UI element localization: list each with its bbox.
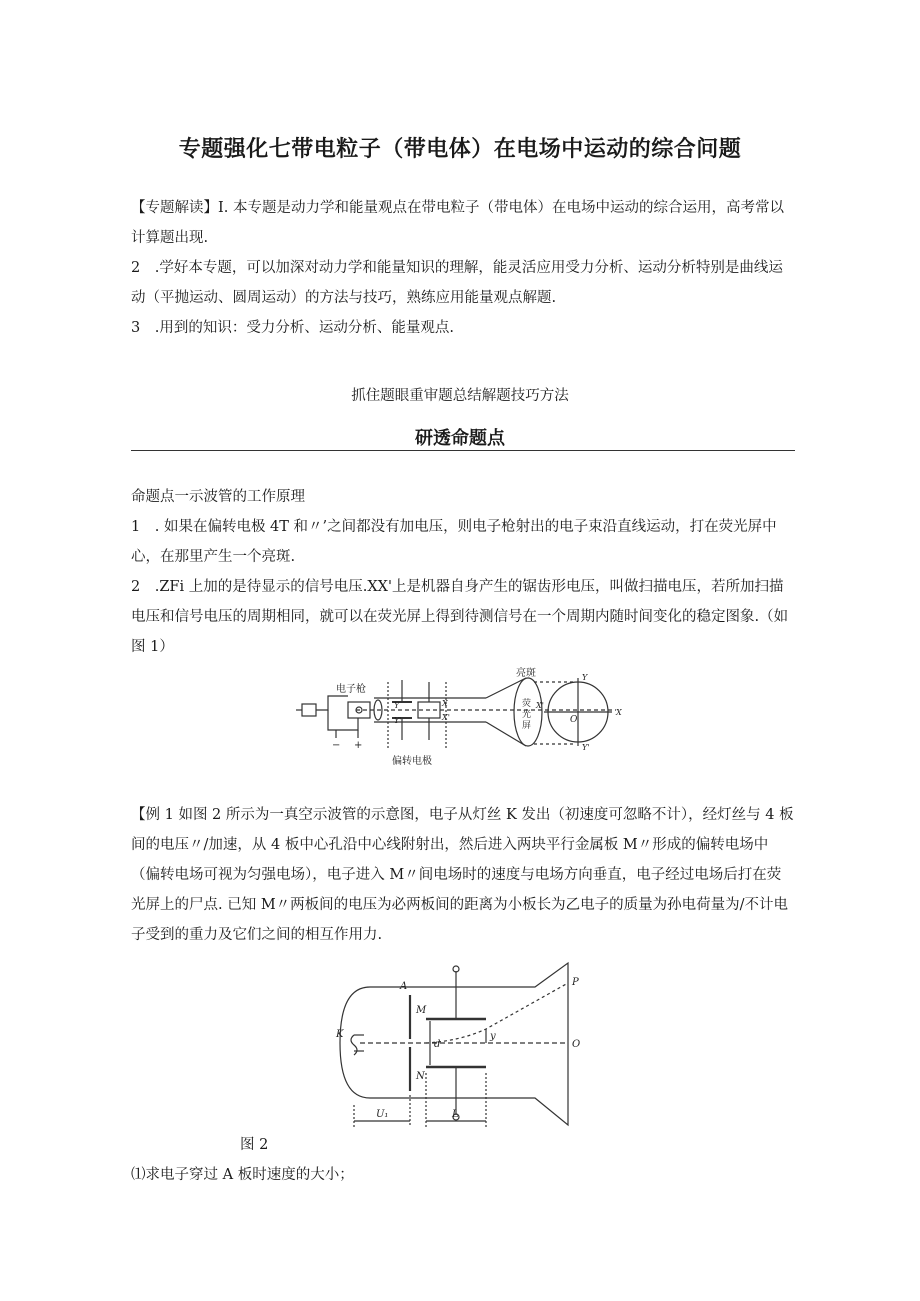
fig1-electrode-label: 偏转电极 (392, 756, 432, 767)
subtitle: 抓住题眼重审题总结解题技巧方法 (351, 388, 569, 404)
fig1-minus-sign: − (332, 740, 341, 751)
fig1-screen-yprime-label: Y' (582, 743, 590, 752)
fig1-yprime-label: Y' (394, 716, 402, 725)
topic-heading: 命题点一示波管的工作原理 (131, 489, 305, 505)
fig2-offset-y-label: y (490, 1031, 496, 1042)
figure-2-caption: 图 2 (240, 1137, 269, 1153)
fig2-point-o-label: O (572, 1039, 581, 1050)
fig1-spot-label: 亮斑 (516, 668, 536, 679)
fig1-screen-label-1: 荧 (522, 699, 532, 709)
fig1-xprime-label: X' (442, 713, 450, 722)
fig2-length-l-label: L (452, 1109, 459, 1120)
fig2-voltage-u1-label: U₁ (376, 1109, 389, 1120)
fig1-x-label: X (442, 699, 448, 708)
fig1-screen-x-label: X (616, 708, 622, 717)
intro-paragraph-2: 2 .学好本专题，可以加深对动力学和能量知识的理解，能灵活应用受力分析、运动分析特别是曲线运动（平抛运动、圆周运动）的方法与技巧，熟练应用能量观点解题. (131, 260, 783, 306)
fig1-screen-xprime-label: X' (536, 701, 544, 710)
intro-paragraph-3: 3 .用到的知识：受力分析、运动分析、能量观点. (131, 320, 454, 336)
example-1-text: 【例 1 如图 2 所示为一真空示波管的示意图，电子从灯丝 K 发出（初速度可忽略不计），经灯丝与 4 板间的电压〃/加速，从 4 板中心孔沿中心线附射出，然后进入两块平行金属板 M〃形成的偏转电场中（偏转电场可视为匀强电场），电子进入 M〃间电场时的速度与电场方向垂直，电子经过电场后打在荧光屏上的尸点. 已知 M〃两板间的电压为必两板间的距离为小板长为乙电子的质量为孙电荷量为/不计电子受到的重力及它们之间的相互作用力. (131, 807, 794, 943)
question-1: ⑴求电子穿过 A 板时速度的大小； (131, 1167, 354, 1183)
fig2-plate-m-label: M (416, 1005, 427, 1016)
fig2-distance-d-label: d (434, 1039, 441, 1050)
fig1-origin-label: O (570, 715, 578, 725)
fig1-screen-label-3: 屏 (522, 721, 532, 731)
fig2-plate-n-label: N (416, 1071, 425, 1082)
fig2-plate-a-label: A (400, 981, 408, 992)
page-title: 专题强化七带电粒子（带电体）在电场中运动的综合问题 (178, 137, 742, 162)
fig1-screen-y-label: Y (582, 673, 588, 682)
fig1-plus-sign: + (354, 740, 363, 751)
topic-paragraph-2: 2 .ZFi 上加的是待显示的信号电压.XX'上是机器自身产生的锯齿形电压，叫做扫描电压，若所加扫描电压和信号电压的周期相同，就可以在荧光屏上得到待测信号在一个周期内随时间变化的稳定图象.（如图 1） (131, 579, 789, 655)
fig2-point-p-label: P (572, 977, 579, 988)
intro-paragraph-1: 【专题解读】I. 本专题是动力学和能量观点在带电粒子（带电体）在电场中运动的综合运用，高考常以计算题出现. (131, 200, 784, 246)
fig1-screen-label-2: 光 (522, 710, 532, 720)
figure-2-tube-diagram (330, 955, 590, 1135)
topic-paragraph-1: 1 . 如果在偏转电极 4T 和〃’之间都没有加电压，则电子枪射出的电子束沿直线运动，打在荧光屏中心，在那里产生一个亮斑. (131, 519, 777, 565)
fig1-gun-label: 电子枪 (336, 684, 366, 695)
figure-1-oscilloscope-diagram (296, 660, 626, 770)
section-heading: 研透命题点 (415, 428, 505, 449)
section-divider (131, 450, 795, 451)
fig2-filament-label: K (336, 1029, 344, 1040)
fig1-y-label: Y (394, 701, 400, 710)
